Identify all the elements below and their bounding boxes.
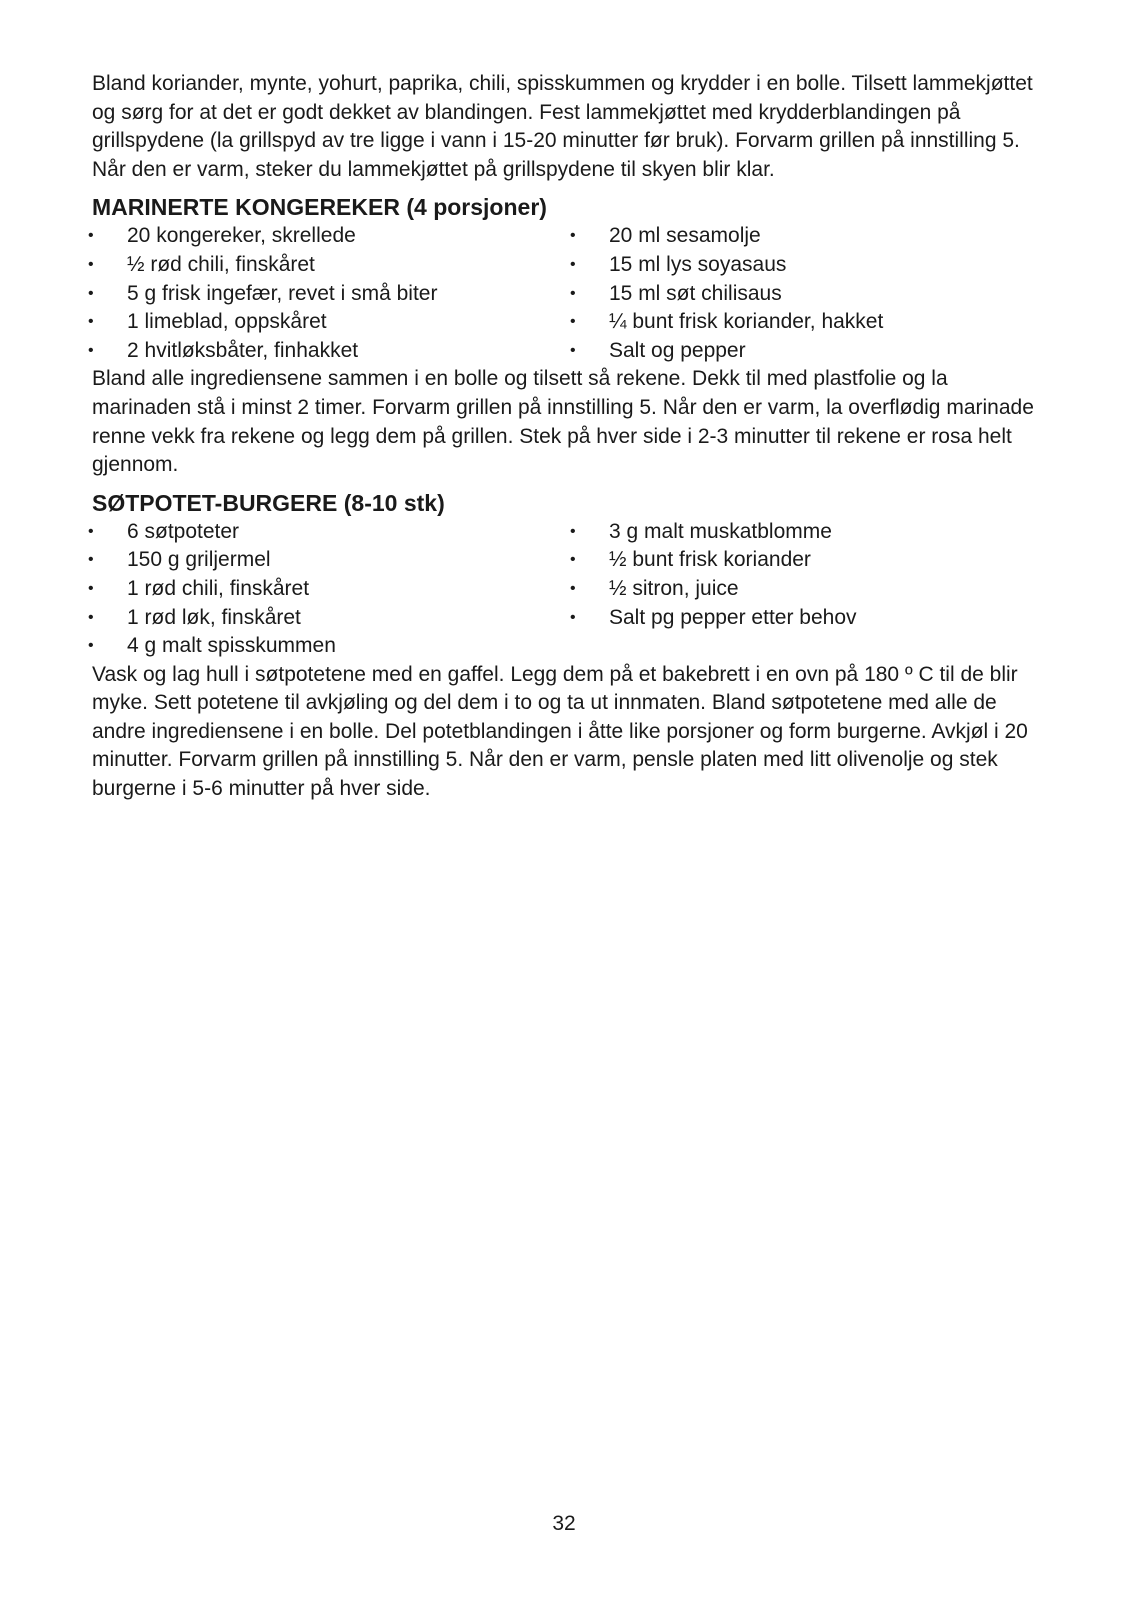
method-kongereker: Bland alle ingrediensene sammen i en bolle og tilsett så rekene. Dekk til med plastfolie og la marinaden stå i minst 2 timer. Forvarm grillen på innstilling 5. Når den er varm, la overflødig marinade renne vekk fra rekene og legg dem på grillen. Stek på hver side i 2-3 minutter til rekene er rosa helt gjennom.	[92, 367, 1034, 477]
recipe-title-kongereker: MARINERTE KONGEREKER (4 porsjoner)	[92, 194, 547, 221]
ingredients-sotpotet	[92, 518, 1052, 661]
ingredients-right-column	[574, 518, 1052, 661]
ingredient-item: • 1 limeblad, oppskåret	[92, 308, 574, 337]
ingredient-item: • 1 rød chili, finskåret	[92, 575, 574, 604]
method-sotpotet: Vask og lag hull i søtpotetene med en gaffel. Legg dem på et bakebrett i en ovn på 180 º C til de blir myke. Sett potetene til avkjøling og del dem i to og ta ut innmaten. Bland søtpotetene med alle de andre ingrediensene i en bolle. Del potetblandingen i åtte like porsjoner og form burgerne. Avkjøl i 20 minutter. Forvarm grillen på innstilling 5. Når den er varm, pensle platen med litt olivenolje og stek burgerne i 5-6 minutter på hver side.	[92, 662, 1028, 801]
ingredients-left-column	[92, 222, 574, 365]
recipe-page	[92, 70, 1052, 804]
ingredient-item: • 15 ml søt chilisaus	[574, 280, 1052, 309]
ingredient-item: • Salt pg pepper etter behov	[574, 604, 1052, 633]
ingredient-item: • ¼ bunt frisk koriander, hakket	[574, 308, 1052, 337]
ingredients-kongereker	[92, 222, 1052, 365]
ingredient-item: • Salt og pepper	[574, 337, 1052, 366]
ingredient-item: • 20 kongereker, skrellede	[92, 222, 574, 251]
ingredient-item: • 3 g malt muskatblomme	[574, 518, 1052, 547]
recipe-title-sotpotet: SØTPOTET-BURGERE (8-10 stk)	[92, 489, 445, 516]
ingredient-item: • 6 søtpoteter	[92, 518, 574, 547]
ingredient-item: • 15 ml lys soyasaus	[574, 251, 1052, 280]
page-number: 32	[552, 1512, 576, 1535]
ingredient-item: • 4 g malt spisskummen	[92, 632, 574, 661]
ingredient-item: • ½ sitron, juice	[574, 575, 1052, 604]
ingredient-item: • ½ rød chili, finskåret	[92, 251, 574, 280]
ingredients-right-column	[574, 222, 1052, 365]
intro-paragraph: Bland koriander, mynte, yohurt, paprika, chili, spisskummen og krydder i en bolle. Tilsett lammekjøttet og sørg for at det er godt dekket av blandingen. Fest lammekjøttet med krydderblandingen på grillspydene (la grillspyd av tre ligge i vann i 15-20 minutter før bruk). Forvarm grillen på innstilling 5. Når den er varm, steker du lammekjøttet på grillspydene til skyen blir klar.	[92, 72, 1033, 181]
ingredient-item: • 150 g griljermel	[92, 546, 574, 575]
ingredient-item: • 20 ml sesamolje	[574, 222, 1052, 251]
ingredient-item: • 2 hvitløksbåter, finhakket	[92, 337, 574, 366]
ingredient-item: • ½ bunt frisk koriander	[574, 546, 1052, 575]
ingredients-left-column	[92, 518, 574, 661]
ingredient-item: • 1 rød løk, finskåret	[92, 604, 574, 633]
ingredient-item: • 5 g frisk ingefær, revet i små biter	[92, 280, 574, 309]
